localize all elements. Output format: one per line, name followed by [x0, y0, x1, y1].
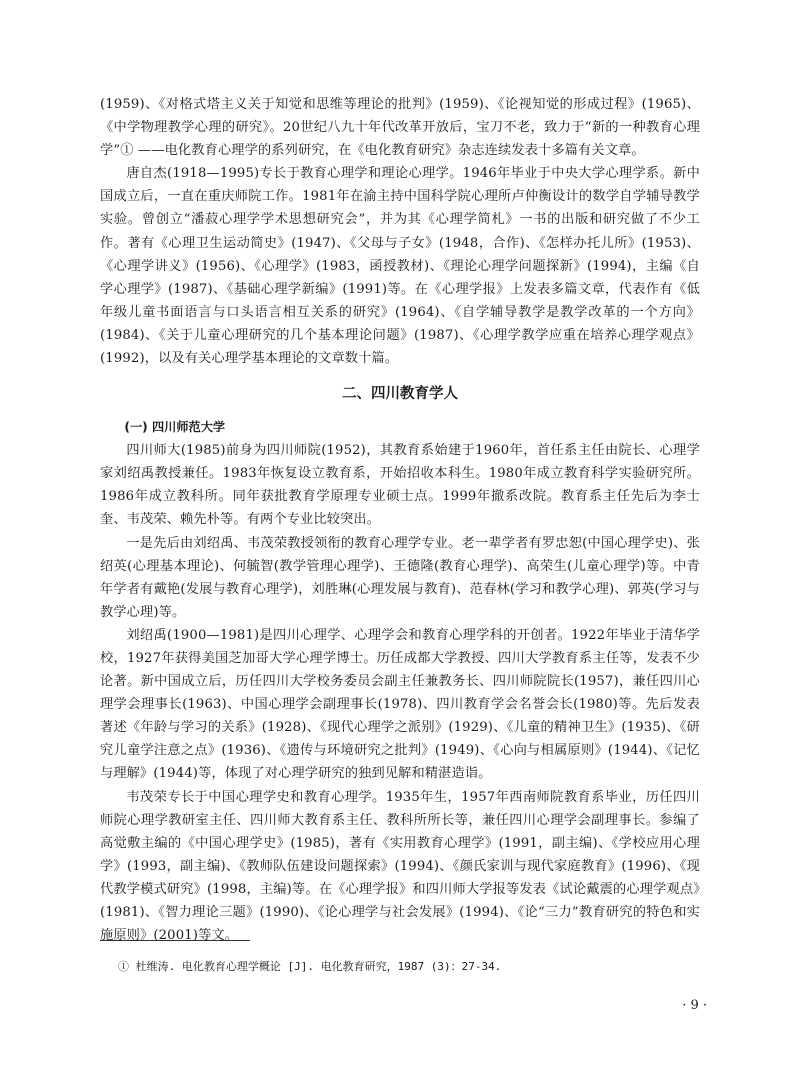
body-text — [100, 93, 700, 947]
footnote-divider — [100, 940, 250, 941]
paragraph-continued: (1959)、《对格式塔主义关于知觉和思维等理论的批判》(1959)、《论视知觉的形成过程》(1965)、《中学物理教学心理的研究》。20世纪八九十年代改革开放后，宝刀不老，致力于“新的一种教育心理学”① ——电化教育心理学的系列研究，在《电化教育研究》杂志连续发表十多篇有关文章。 — [100, 97, 700, 159]
paragraph-sichuan-normal-history: 四川师大(1985)前身为四川师院(1952)，其教育系始建于1960年，首任系主任由院长、心理学家刘绍禹教授兼任。1983年恢复设立教育系，开始招收本科生。1980年成立教育科学实验研究所。1986年成立教科所。同年获批教育学原理专业硕士点。1999年撤系改院。教育系主任先后为李士奎、韦茂荣、赖先朴等。有两个专业比较突出。 — [100, 443, 700, 528]
section-heading: 二、四川教育学人 — [342, 386, 458, 403]
paragraph-liu-shaoyu: 刘绍禹(1900—1981)是四川心理学、心理学会和教育心理学科的开创者。1922年毕业于清华学校，1927年获得美国芝加哥大学心理学博士。历任成都大学教授、四川大学教育系主任等，发表不少论著。新中国成立后，历任四川大学校务委员会副主任兼教务长、四川师院院长(1957)，兼任四川心理学会理事长(1963)、中国心理学会副理事长(1978)、四川教育学会名誉会长(1980)等。先后发表著述《年龄与学习的关系》(1928)、《现代心理学之派别》(1929)、《儿童的精神卫生》(1935)、《研究儿童学注意之点》(1936)、《遗传与环境研究之批判》(1949)、《心向与相属原则》(1944)、《记忆与理解》(1944)等，体现了对心理学研究的独到见解和精湛造诣。 — [100, 627, 700, 782]
footnote: ① 杜维涛. 电化教育心理学概论 [J]. 电化教育研究，1987 (3)：27-34. — [118, 960, 502, 973]
subheading-sichuan-normal-university: (一) 四川师范大学 — [124, 420, 226, 435]
page-number: · 9 · — [682, 998, 707, 1013]
paragraph-educational-psychology-major: 一是先后由刘绍禹、韦茂荣教授领衔的教育心理学专业。老一辈学者有罗忠恕(中国心理学史)、张绍英(心理基本理论)、何毓智(教学管理心理学)、王德隆(教育心理学)、高荣生(儿童心理学)等。中青年学者有戴艳(发展与教育心理学)，刘胜琳(心理发展与教育)、范春林(学习和教学心理)、郭英(学习与教学心理)等。 — [100, 535, 700, 620]
paragraph-wei-maorong: 韦茂荣专长于中国心理学史和教育心理学。1935年生，1957年西南师院教育系毕业，历任四川师院心理学教研室主任、四川师大教育系主任、教科所所长等，兼任四川心理学会副理事长。参编了高觉敷主编的《中国心理学史》(1985)，著有《实用教育心理学》(1991，副主编)、《学校应用心理学》(1993，副主编)、《教师队伍建设问题探索》(1994)、《颜氏家训与现代家庭教育》(1996)、《现代教学模式研究》(1998，主编)等。在《心理学报》和四川师大学报等发表《试论戴震的心理学观点》(1981)、《智力理论三题》(1990)、《论心理学与社会发展》(1994)、《论“三力”教育研究的特色和实施原则》(2001)等文。 — [100, 789, 700, 944]
paragraph-tang-zijie: 唐自杰(1918—1995)专长于教育心理学和理论心理学。1946年毕业于中央大学心理学系。新中国成立后，一直在重庆师院工作。1981年在渝主持中国科学院心理所卢仲衡设计的数学自学辅导教学实验。曾创立“潘菽心理学学术思想研究会”，并为其《心理学简札》一书的出版和研究做了不少工作。著有《心理卫生运动简史》(1947)、《父母与子女》(1948，合作)、《怎样办托儿所》(1953)、《心理学讲义》(1956)、《心理学》(1983，函授教材)、《理论心理学问题探新》(1994)，主编《自学心理学》(1987)、《基础心理学新编》(1991)等。在《心理学报》上发表多篇文章，代表作有《低年级儿童书面语言与口头语言相互关系的研究》(1964)、《自学辅导教学是教学改革的一个方向》(1984)、《关于儿童心理研究的几个基本理论问题》(1987)、《心理学教学应重在培养心理学观点》(1992)，以及有关心理学基本理论的文章数十篇。 — [100, 166, 700, 367]
